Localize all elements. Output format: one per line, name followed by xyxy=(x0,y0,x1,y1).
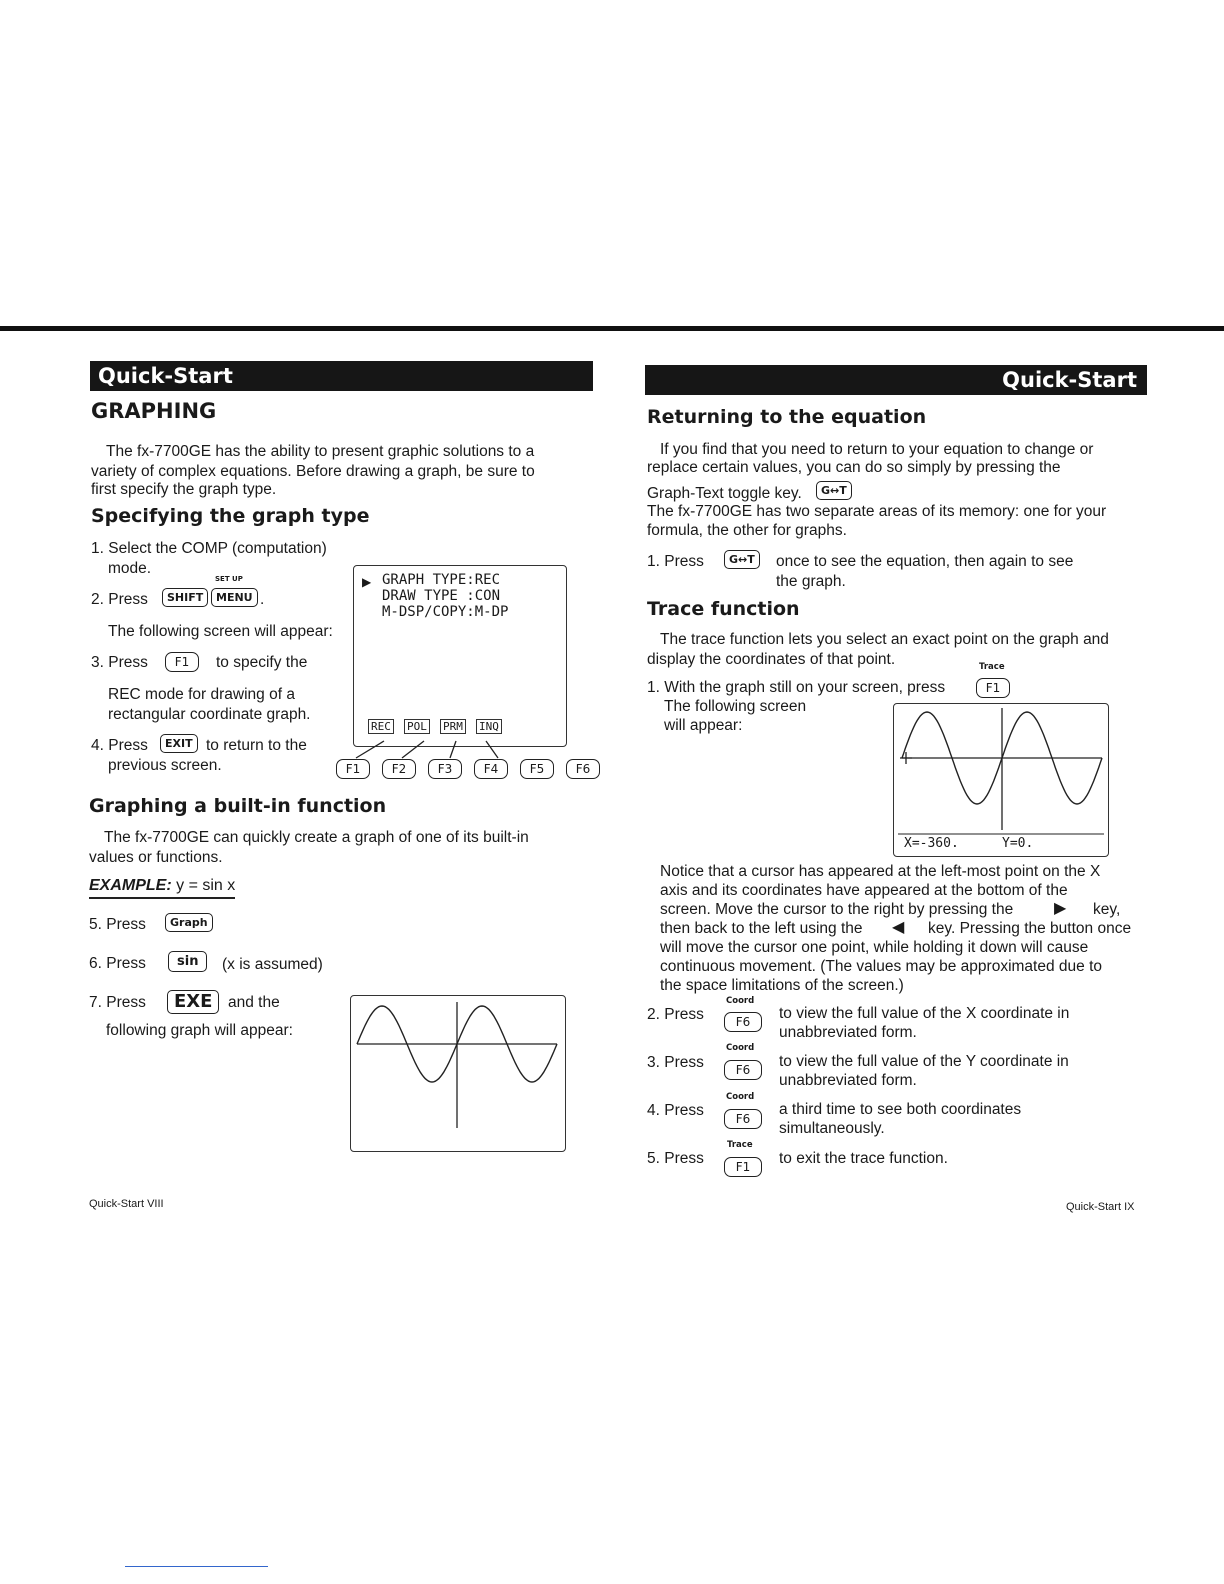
trace-label: Trace xyxy=(979,662,1005,672)
returning-line-2: replace certain values, you can do so simply by pressing the xyxy=(647,459,1061,476)
fkey-f2[interactable]: F2 xyxy=(382,759,416,779)
notice-line-1: Notice that a cursor has appeared at the left-most point on the X xyxy=(660,863,1101,880)
cursor-arrow-icon: ▶ xyxy=(362,575,372,589)
setup-label: SET UP xyxy=(215,575,243,583)
right-arrow-key-icon: ▶ xyxy=(1054,900,1067,917)
left-page-footer: Quick-Start VIII xyxy=(89,1198,164,1210)
graph-text-toggle-key[interactable]: G↔T xyxy=(816,481,852,500)
step6-prefix: 6. Press xyxy=(89,955,146,972)
section-heading-builtin: Graphing a built-in function xyxy=(89,795,387,817)
graph-type-screen xyxy=(353,565,567,747)
coord-step3-line-1: to view the full value of the Y coordinate in xyxy=(779,1053,1069,1070)
coord-step2-line-1: to view the full value of the X coordinate in xyxy=(779,1005,1070,1022)
coord-step4-line-2: simultaneously. xyxy=(779,1120,885,1137)
page-top-rule xyxy=(0,326,1224,331)
section-heading-returning: Returning to the equation xyxy=(647,406,927,428)
coord-step2-line-2: unabbreviated form. xyxy=(779,1024,917,1041)
notice-key-word: key, xyxy=(1093,901,1121,918)
trace-graph xyxy=(894,704,1108,856)
lcd-menu-rec: REC xyxy=(368,719,394,734)
lcd-menu-pol: POL xyxy=(404,719,430,734)
step5-prefix: 5. Press xyxy=(89,916,146,933)
fkey-f1[interactable]: F1 xyxy=(336,759,370,779)
fkey-f5[interactable]: F5 xyxy=(520,759,554,779)
menu-key[interactable]: MENU xyxy=(211,588,258,607)
step3-line-2: REC mode for drawing of a xyxy=(108,686,295,703)
step1-line-2: mode. xyxy=(108,560,152,577)
step3-prefix: 3. Press xyxy=(91,654,148,671)
sin-key[interactable]: sin xyxy=(168,951,207,972)
coord-step4-label: Coord xyxy=(726,1092,755,1102)
trace-step1-line-1: 1. With the graph still on your screen, press xyxy=(647,679,946,696)
shift-key[interactable]: SHIFT xyxy=(162,588,208,607)
coord-step3-label: Coord xyxy=(726,1043,755,1053)
coord-step4-f6-key[interactable]: F6 xyxy=(724,1109,762,1129)
step7-prefix: 7. Press xyxy=(89,994,146,1011)
step2-following: The following screen will appear: xyxy=(108,623,333,640)
trace-cursor-icon xyxy=(900,752,912,764)
step4-line-1: to return to the xyxy=(206,737,307,754)
notice-line-5: then back to the left using the xyxy=(660,920,863,937)
returning-line-1: If you find that you need to return to your equation to change or xyxy=(660,441,1094,458)
notice-line-3: screen. Move the cursor to the right by pressing the xyxy=(660,901,1014,918)
returning-toggle: Graph-Text toggle key. xyxy=(647,485,802,502)
left-banner: Quick-Start xyxy=(90,361,593,391)
coord-step3-prefix: 3. Press xyxy=(647,1054,704,1071)
intro-line-2: variety of complex equations. Before drawing a graph, be sure to xyxy=(91,463,535,480)
trace-line-2: display the coordinates of that point. xyxy=(647,651,896,668)
notice-line-9: the space limitations of the screen.) xyxy=(660,977,904,994)
step2-prefix: 2. Press xyxy=(91,591,148,608)
lcd-menu-inq: INQ xyxy=(476,719,502,734)
left-arrow-key-icon: ◀ xyxy=(892,919,905,936)
coord-step2-f6-key[interactable]: F6 xyxy=(724,1012,762,1032)
fkey-f4[interactable]: F4 xyxy=(474,759,508,779)
fkey-f3[interactable]: F3 xyxy=(428,759,462,779)
coord-step3-line-2: unabbreviated form. xyxy=(779,1072,917,1089)
notice-line-8: continuous movement. (The values may be approximated due to xyxy=(660,958,1102,975)
intro-line-1: The fx-7700GE has the ability to present graphic solutions to a xyxy=(106,443,535,460)
returning-line-4: formula, the other for graphs. xyxy=(647,522,847,539)
trace-line-1: The trace function lets you select an exact point on the graph and xyxy=(660,631,1109,648)
exe-key[interactable]: EXE xyxy=(167,990,219,1014)
coord-y: Y=0. xyxy=(1002,836,1034,851)
trace-step5-prefix: 5. Press xyxy=(647,1150,704,1167)
graph-key[interactable]: Graph xyxy=(165,913,213,932)
page-title: GRAPHING xyxy=(91,399,217,423)
f1-key[interactable]: F1 xyxy=(165,652,199,672)
coord-step4-line-1: a third time to see both coordinates xyxy=(779,1101,1022,1118)
step1-line-1: 1. Select the COMP (computation) xyxy=(91,540,327,557)
notice-line-7: will move the cursor one point, while holding it down will cause xyxy=(660,939,1089,956)
trace-f1-key[interactable]: F1 xyxy=(976,678,1010,698)
returning-step1-line-2: the graph. xyxy=(776,573,846,590)
trace-step5-label: Trace xyxy=(727,1140,753,1150)
step2-dot: . xyxy=(260,591,265,608)
lcd-line-1: GRAPH TYPE:REC xyxy=(382,572,501,588)
coord-step3-f6-key[interactable]: F6 xyxy=(724,1060,762,1080)
lcd-line-3: M-DSP/COPY:M-DP xyxy=(382,604,509,620)
coord-step4-prefix: 4. Press xyxy=(647,1102,704,1119)
coord-x: X=-360. xyxy=(904,836,959,851)
trace-graph-screen xyxy=(893,703,1109,857)
sine-graph xyxy=(351,996,565,1151)
step7-line-1: and the xyxy=(228,994,280,1011)
example-label: EXAMPLE: xyxy=(89,877,172,894)
step7-line-2: following graph will appear: xyxy=(106,1022,293,1039)
step6-note: (x is assumed) xyxy=(222,956,323,973)
section-heading-trace: Trace function xyxy=(647,598,800,620)
bottom-link-rule xyxy=(125,1566,268,1567)
coord-step2-prefix: 2. Press xyxy=(647,1006,704,1023)
lcd-menu-prm: PRM xyxy=(440,719,466,734)
right-banner: Quick-Start xyxy=(645,365,1147,395)
step3-line-3: rectangular coordinate graph. xyxy=(108,706,311,723)
trace-step1-line-2: The following screen xyxy=(664,698,807,715)
sine-graph-screen xyxy=(350,995,566,1152)
exit-key[interactable]: EXIT xyxy=(160,734,198,753)
trace-step1-line-3: will appear: xyxy=(664,717,743,734)
step4-prefix: 4. Press xyxy=(91,737,148,754)
lcd-line-2: DRAW TYPE :CON xyxy=(382,588,501,604)
returning-step1-line-1: once to see the equation, then again to see xyxy=(776,553,1074,570)
notice-line-6: key. Pressing the button once xyxy=(928,920,1132,937)
menu-connector-lines xyxy=(340,738,520,760)
step3-line-1: to specify the xyxy=(216,654,308,671)
trace-step5-line-1: to exit the trace function. xyxy=(779,1150,948,1167)
right-page-footer: Quick-Start IX xyxy=(1066,1201,1135,1213)
example-block xyxy=(89,877,235,899)
graph-text-key-step[interactable]: G↔T xyxy=(724,550,760,569)
builtin-line-2: values or functions. xyxy=(89,849,223,866)
notice-line-2: axis and its coordinates have appeared at the bottom of the xyxy=(660,882,1068,899)
fkey-f6[interactable]: F6 xyxy=(566,759,600,779)
section-heading-graph-type: Specifying the graph type xyxy=(91,505,370,527)
builtin-line-1: The fx-7700GE can quickly create a graph of one of its built-in xyxy=(104,829,529,846)
trace-step5-f1-key[interactable]: F1 xyxy=(724,1157,762,1177)
returning-step1-prefix: 1. Press xyxy=(647,553,704,570)
coord-step2-label: Coord xyxy=(726,996,755,1006)
intro-line-3: first specify the graph type. xyxy=(91,481,277,498)
example-equation: y = sin x xyxy=(176,877,236,894)
step4-line-2: previous screen. xyxy=(108,757,222,774)
returning-line-3: The fx-7700GE has two separate areas of its memory: one for your xyxy=(647,503,1107,520)
